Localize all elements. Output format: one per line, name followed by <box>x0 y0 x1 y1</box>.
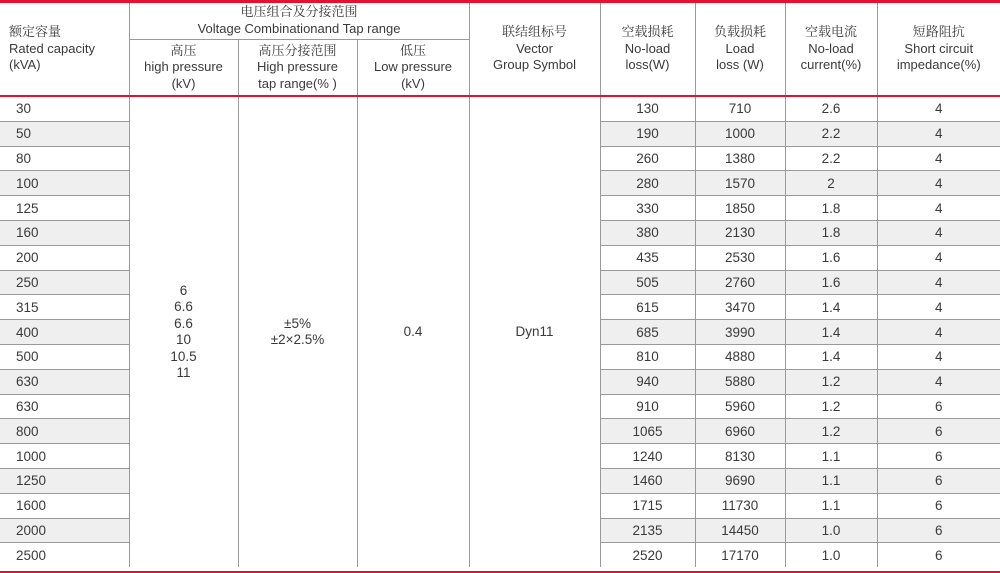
noload-current-cell: 1.6 <box>785 270 877 295</box>
hv-voltage-cell-line: 6 <box>179 282 188 298</box>
impedance-cell: 6 <box>877 493 1000 518</box>
capacity-cell: 50 <box>0 121 129 146</box>
load-loss-cell: 2130 <box>695 220 785 245</box>
noload-current-cell: 1.2 <box>785 419 877 444</box>
hv-voltage-cell-line: 10 <box>175 332 192 348</box>
noload-loss-cell: 435 <box>600 245 695 270</box>
noload-current-cell: 1.2 <box>785 369 877 394</box>
hv-voltage-cell-line: 10.5 <box>170 348 197 364</box>
load-loss-cell: 3990 <box>695 320 785 345</box>
hv-voltage-cell-line: 6.6 <box>174 299 193 315</box>
load-loss-cell: 710 <box>695 96 785 121</box>
impedance-cell: 4 <box>877 344 1000 369</box>
impedance-cell: 4 <box>877 295 1000 320</box>
noload-loss-cell: 190 <box>600 121 695 146</box>
capacity-cell: 1000 <box>0 444 129 469</box>
capacity-cell: 400 <box>0 320 129 345</box>
impedance-cell: 4 <box>877 146 1000 171</box>
noload-current-cell: 2 <box>785 171 877 196</box>
table-header <box>0 3 1000 96</box>
table-row <box>0 96 1000 121</box>
noload-current-cell: 1.8 <box>785 220 877 245</box>
noload-loss-cell: 380 <box>600 220 695 245</box>
hv-voltage-cell-line: 11 <box>176 365 191 381</box>
capacity-cell: 160 <box>0 220 129 245</box>
noload-loss-cell: 505 <box>600 270 695 295</box>
load-loss-cell: 6960 <box>695 419 785 444</box>
capacity-cell: 1250 <box>0 468 129 493</box>
load-loss-cell: 5880 <box>695 369 785 394</box>
tap-range-cell <box>238 96 357 567</box>
impedance-cell: 6 <box>877 518 1000 543</box>
impedance-cell: 4 <box>877 369 1000 394</box>
tap-range-cell-line: ±5% <box>284 315 311 331</box>
load-loss-cell: 1850 <box>695 196 785 221</box>
noload-current-cell: 1.1 <box>785 493 877 518</box>
impedance-cell: 4 <box>877 245 1000 270</box>
noload-loss-cell: 1715 <box>600 493 695 518</box>
impedance-cell: 6 <box>877 543 1000 567</box>
lv-voltage-cell: 0.4 <box>357 96 469 567</box>
load-loss-cell: 3470 <box>695 295 785 320</box>
header-lv: 低压 Low pressure (kV) <box>357 39 469 96</box>
header-hv: 高压 high pressure (kV) <box>129 39 238 96</box>
noload-current-cell: 1.1 <box>785 444 877 469</box>
load-loss-cell: 8130 <box>695 444 785 469</box>
transformer-spec-table <box>0 3 1000 567</box>
header-noload-loss: 空载损耗 No-load loss(W) <box>600 3 695 96</box>
hv-voltage-cell-line: 6.6 <box>174 315 193 331</box>
capacity-cell: 200 <box>0 245 129 270</box>
noload-loss-cell: 615 <box>600 295 695 320</box>
impedance-cell: 4 <box>877 171 1000 196</box>
impedance-cell: 4 <box>877 320 1000 345</box>
capacity-cell: 630 <box>0 369 129 394</box>
noload-loss-cell: 910 <box>600 394 695 419</box>
header-voltage-group: 电压组合及分接范围 Voltage Combinationand Tap range <box>129 3 469 39</box>
impedance-cell: 6 <box>877 419 1000 444</box>
capacity-cell: 500 <box>0 344 129 369</box>
load-loss-cell: 11730 <box>695 493 785 518</box>
capacity-cell: 800 <box>0 419 129 444</box>
load-loss-cell: 14450 <box>695 518 785 543</box>
load-loss-cell: 1380 <box>695 146 785 171</box>
header-vector: 联结组标号 Vector Group Symbol <box>469 3 600 96</box>
capacity-cell: 1600 <box>0 493 129 518</box>
impedance-cell: 4 <box>877 220 1000 245</box>
noload-loss-cell: 2135 <box>600 518 695 543</box>
noload-current-cell: 1.8 <box>785 196 877 221</box>
capacity-cell: 630 <box>0 394 129 419</box>
noload-loss-cell: 685 <box>600 320 695 345</box>
load-loss-cell: 1570 <box>695 171 785 196</box>
capacity-cell: 100 <box>0 171 129 196</box>
capacity-cell: 30 <box>16 101 32 117</box>
noload-loss-cell: 280 <box>600 171 695 196</box>
noload-current-cell: 1.4 <box>785 344 877 369</box>
noload-loss-cell: 260 <box>600 146 695 171</box>
header-impedance: 短路阻抗 Short circuit impedance(%) <box>877 3 1000 96</box>
capacity-cell: 2000 <box>0 518 129 543</box>
capacity-cell: 315 <box>0 295 129 320</box>
header-load-loss: 负载损耗 Load loss (W) <box>695 3 785 96</box>
noload-loss-cell: 1460 <box>600 468 695 493</box>
noload-current-cell: 1.2 <box>785 394 877 419</box>
load-loss-cell: 4880 <box>695 344 785 369</box>
load-loss-cell: 17170 <box>695 543 785 567</box>
impedance-cell: 4 <box>877 96 1000 121</box>
tap-range-cell-line: ±2×2.5% <box>270 332 325 348</box>
capacity-cell: 80 <box>0 146 129 171</box>
noload-loss-cell: 1065 <box>600 419 695 444</box>
noload-loss-cell: 330 <box>600 196 695 221</box>
noload-loss-cell: 810 <box>600 344 695 369</box>
noload-current-cell: 2.2 <box>785 146 877 171</box>
impedance-cell: 6 <box>877 444 1000 469</box>
noload-loss-cell: 1240 <box>600 444 695 469</box>
header-tap: 高压分接范围 High pressure tap range(% ) <box>238 39 357 96</box>
impedance-cell: 4 <box>877 196 1000 221</box>
noload-loss-cell: 2520 <box>600 543 695 567</box>
table-body <box>0 96 1000 567</box>
vector-group-cell: Dyn11 <box>469 96 600 567</box>
load-loss-cell: 9690 <box>695 468 785 493</box>
load-loss-cell: 5960 <box>695 394 785 419</box>
impedance-cell: 6 <box>877 394 1000 419</box>
noload-current-cell: 1.1 <box>785 468 877 493</box>
header-capacity: 额定容量 Rated capacity (kVA) <box>9 24 95 73</box>
noload-current-cell: 2.6 <box>785 96 877 121</box>
capacity-cell: 2500 <box>0 543 129 567</box>
noload-current-cell: 1.4 <box>785 320 877 345</box>
capacity-cell: 250 <box>0 270 129 295</box>
noload-current-cell: 1.6 <box>785 245 877 270</box>
load-loss-cell: 2530 <box>695 245 785 270</box>
impedance-cell: 6 <box>877 468 1000 493</box>
noload-current-cell: 1.0 <box>785 518 877 543</box>
noload-loss-cell: 130 <box>600 96 695 121</box>
hv-voltage-cell <box>129 96 238 567</box>
noload-current-cell: 1.4 <box>785 295 877 320</box>
capacity-cell: 125 <box>0 196 129 221</box>
impedance-cell: 4 <box>877 121 1000 146</box>
noload-loss-cell: 940 <box>600 369 695 394</box>
load-loss-cell: 2760 <box>695 270 785 295</box>
noload-current-cell: 1.0 <box>785 543 877 567</box>
header-noload-current: 空载电流 No-load current(%) <box>785 3 877 96</box>
noload-current-cell: 2.2 <box>785 121 877 146</box>
load-loss-cell: 1000 <box>695 121 785 146</box>
impedance-cell: 4 <box>877 270 1000 295</box>
